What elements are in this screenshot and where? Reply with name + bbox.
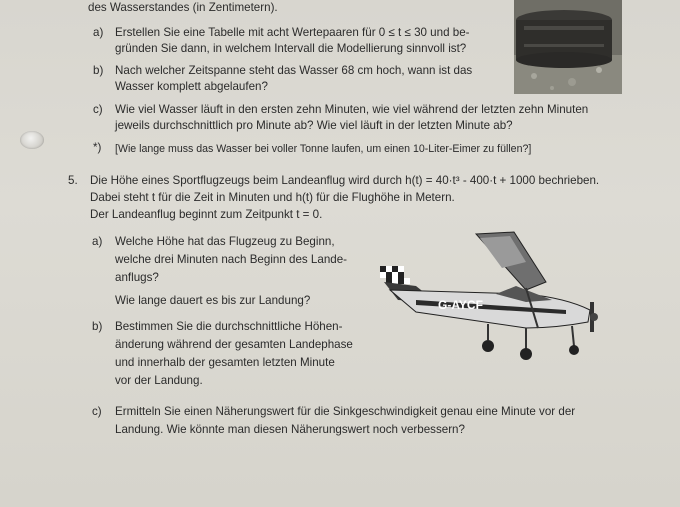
task5-a-line2: welche drei Minuten nach Beginn des Lande- [115,253,348,266]
task5-a-line1: Welche Höhe hat das Flugzeug zu Beginn, [115,235,335,248]
task4-star-label: *) [93,141,102,154]
task5-b-line1: Bestimmen Sie die durchschnittliche Höhen- [115,320,343,333]
task5-a-line3: anflugs? [115,271,159,284]
task5-intro-line2: Dabei steht t für die Zeit in Minuten und h(t) für die Flughöhe in Metern. [90,191,455,204]
task5-b-label: b) [92,320,103,333]
task5-intro-line1: Die Höhe eines Sportflugzeugs beim Landeanflug wird durch h(t) = 40·t³ - 400·t + 1000 bechrieben. [90,174,600,187]
plane-registration: G-AYCF [438,298,483,312]
task4-star-line: [Wie lange muss das Wasser bei voller Tonne laufen, um einen 10-Liter-Eimer zu füllen?] [115,143,532,155]
task4-b-label: b) [93,64,104,77]
task5-intro-line3: Der Landeanflug beginnt zum Zeitpunkt t = 0. [90,208,323,221]
punch-hole [20,131,44,149]
task5-c-line1: Ermitteln Sie einen Näherungswert für die Sinkgeschwindigkeit genau eine Minute vor der [115,405,576,418]
task5-b-line2: änderung während der gesamten Landephase [115,338,353,351]
task5-c-line2: Landung. Wie könnte man diesen Näherungswert noch verbessern? [115,423,465,436]
task4-b-line2: Wasser komplett abgelaufen? [115,80,268,93]
water-barrel-photo [514,0,622,94]
top-partial-line: des Wasserstandes (in Zentimetern). [88,1,278,14]
task4-c-line1: Wie viel Wasser läuft in den ersten zehn Minuten, wie viel während der letzten zehn Minuten [115,103,589,116]
task4-a-line1: Erstellen Sie eine Tabelle mit acht Wertepaaren für 0 ≤ t ≤ 30 und be- [115,26,470,39]
task5-b-line3: und innerhalb der gesamten letzten Minute [115,356,335,369]
task4-b-line1: Nach welcher Zeitspanne steht das Wasser 68 cm hoch, wann ist das [115,64,473,77]
checkered-tail-icon [380,266,410,284]
task5-number: 5. [68,174,78,187]
airplane-illustration [376,228,610,364]
task4-a-label: a) [93,26,104,39]
task4-c-line2: jeweils durchschnittlich pro Minute ab? Wie viel läuft in der letzten Minute ab? [115,119,513,132]
task4-c-label: c) [93,103,103,116]
task5-a-label: a) [92,235,103,248]
task4-a-line2: gründen Sie dann, in welchem Intervall die Modellierung sinnvoll ist? [115,42,467,55]
task5-b-line4: vor der Landung. [115,374,203,387]
task5-a-line4: Wie lange dauert es bis zur Landung? [115,294,311,307]
task5-c-label: c) [92,405,102,418]
